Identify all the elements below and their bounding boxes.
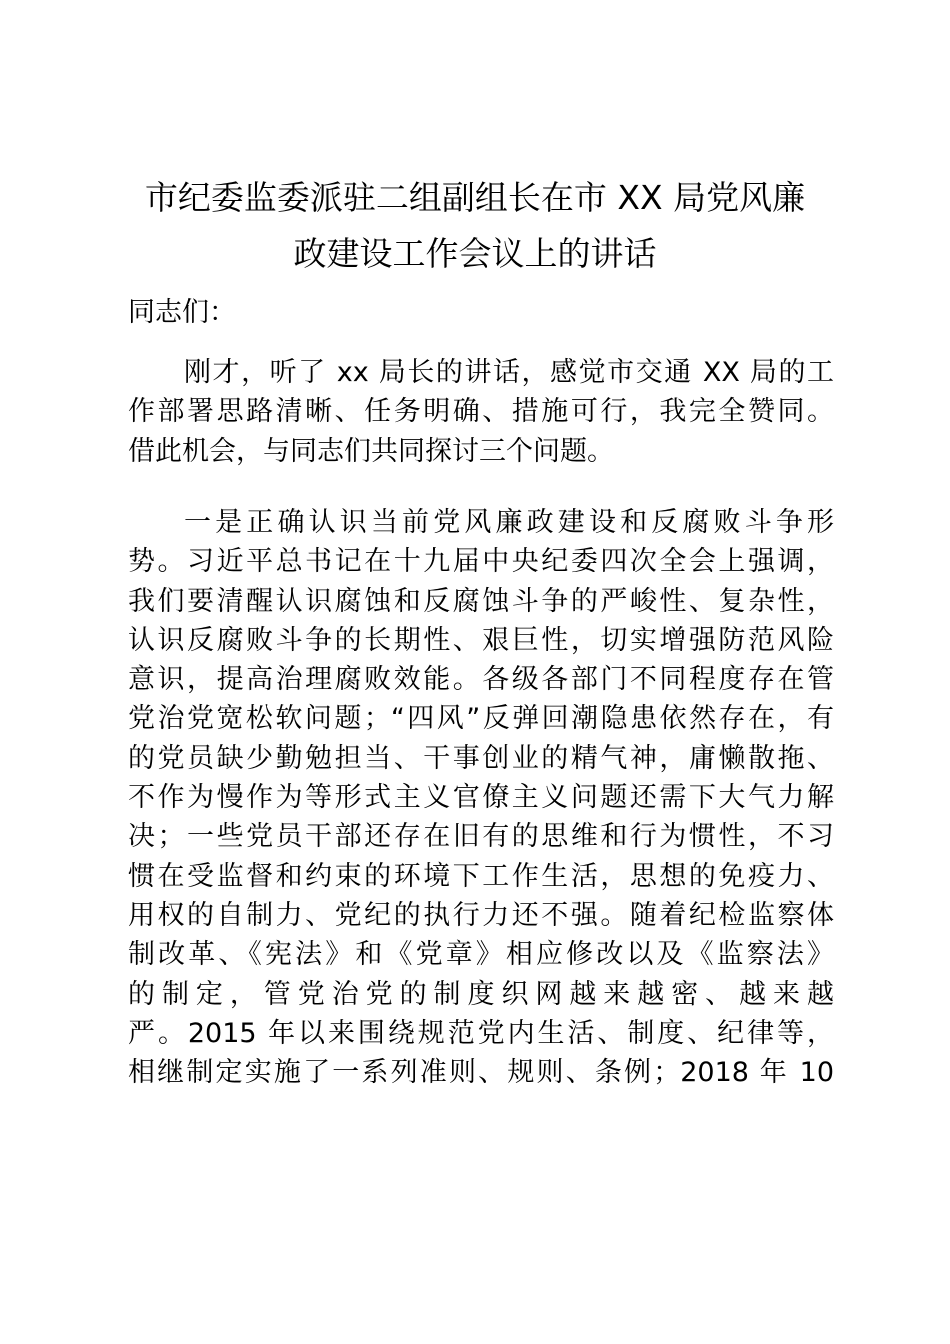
paragraph-line: 相继制定实施了一系列准则、规则、条例；2018 年 10 — [128, 1057, 834, 1089]
paragraph-line: 党治党宽松软问题；“四风”反弹回潮隐患依然存在，有 — [128, 703, 834, 735]
paragraph-line: 刚才，听了 xx 局长的讲话，感觉市交通 XX 局的工 — [184, 357, 834, 388]
paragraph-line: 势。习近平总书记在十九届中央纪委四次全会上强调， — [128, 546, 834, 578]
paragraph-line: 的制定，管党治党的制度织网越来越密、越来越 — [128, 978, 834, 1010]
paragraph-line: 严。2015 年以来围绕规范党内生活、制度、纪律等， — [128, 1017, 834, 1049]
paragraph-line: 我们要清醒认识腐蚀和反腐蚀斗争的严峻性、复杂性， — [128, 585, 834, 617]
paragraph-line: 的党员缺少勤勉担当、干事创业的精气神，庸懒散拖、 — [128, 742, 834, 774]
paragraph-opening — [128, 353, 834, 471]
paragraph-line: 借此机会，与同志们共同探讨三个问题。 — [128, 435, 614, 467]
paragraph-line: 用权的自制力、党纪的执行力还不强。随着纪检监察体 — [128, 899, 834, 931]
paragraph-line: 意识，提高治理腐败效能。各级各部门不同程度存在管 — [128, 664, 834, 696]
title-line: 政建设工作会议上的讲话 — [293, 234, 657, 273]
paragraph-line: 制改革、《宪法》和《党章》相应修改以及《监察法》 — [128, 939, 834, 971]
paragraph-section-one — [128, 503, 834, 1092]
document-title — [118, 170, 832, 282]
salutation: 同志们： — [128, 297, 236, 328]
paragraph-line: 不作为慢作为等形式主义官僚主义问题还需下大气力解 — [128, 782, 834, 814]
title-line: 市纪委监委派驻二组副组长在市 XX 局党风廉 — [144, 178, 806, 217]
paragraph-line: 决；一些党员干部还存在旧有的思维和行为惯性，不习 — [128, 821, 834, 853]
paragraph-line: 作部署思路清晰、任务明确、措施可行，我完全赞同。 — [128, 396, 834, 428]
paragraph-line: 一是正确认识当前党风廉政建设和反腐败斗争形 — [184, 507, 834, 538]
paragraph-line: 认识反腐败斗争的长期性、艰巨性，切实增强防范风险 — [128, 624, 834, 656]
paragraph-line: 惯在受监督和约束的环境下工作生活，思想的免疫力、 — [128, 860, 834, 892]
